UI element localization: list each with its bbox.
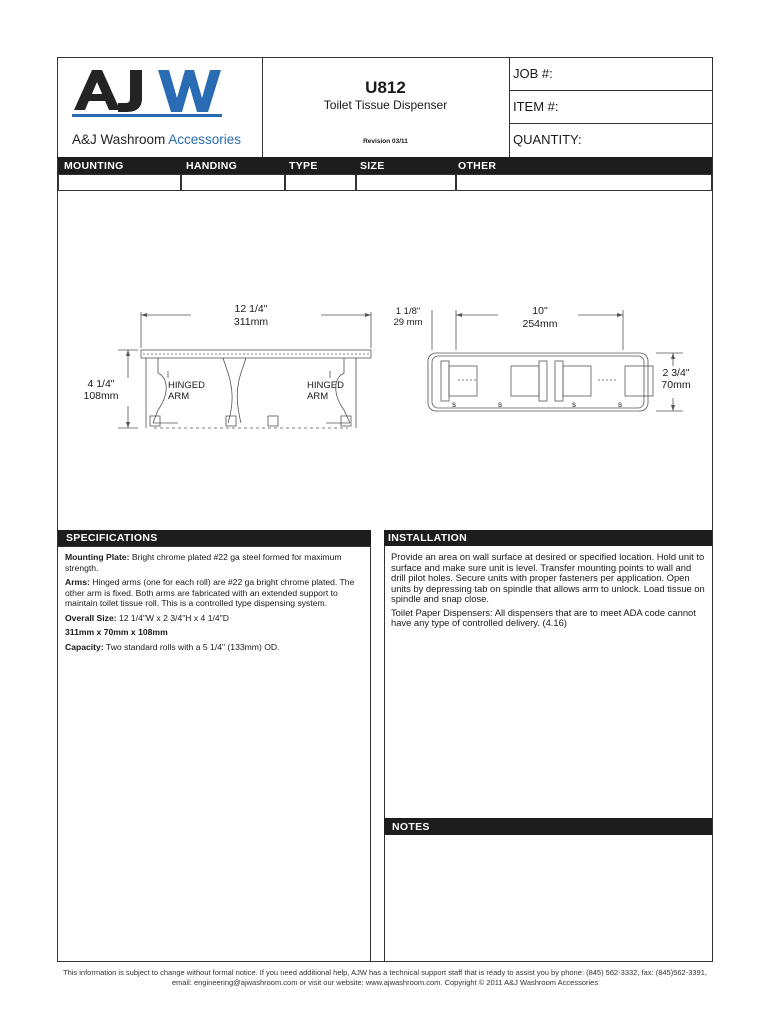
footer-line-1: This information is subject to change without formal notice. If you need additional help, AJW has a technical support staff that is ready to assist you by phone: (845) 562-3332, fax: (845)562-3391,	[63, 968, 707, 977]
front-width-dim-mm: 311mm	[233, 316, 269, 328]
screw-label-4: s	[618, 400, 622, 409]
size-cell[interactable]	[356, 174, 456, 191]
specifications-title: SPECIFICATIONS	[66, 532, 158, 544]
spec-size-metric	[65, 627, 365, 638]
spec-sheet	[57, 57, 713, 962]
installation-para-1: Provide an area on wall surface at desired or specified location. Hold unit to surface and make sure unit is level. Transfer mounting points to wall and drill pilot holes. Secure units with proper fasteners per application. Open units by depressing tab on spindle that allows arm to unlock. Load tissue on spindle and snap close.	[391, 551, 705, 604]
screw-label-1: s	[452, 400, 456, 409]
screw-label-2: s	[498, 400, 502, 409]
notes-header	[384, 818, 712, 835]
spec-mounting	[65, 552, 365, 573]
spec-arms-label: Arms:	[65, 577, 90, 587]
options-header	[58, 157, 712, 174]
quantity-field[interactable]: QUANTITY:	[513, 132, 582, 147]
hinged-arm-right-2: ARM	[307, 391, 329, 402]
hinged-arm-left-1: HINGED	[168, 380, 205, 391]
item-number-field[interactable]: ITEM #:	[509, 91, 713, 124]
spec-mounting-text: Bright chrome plated #22 ga steel formed for maximum strength.	[65, 552, 342, 573]
height-dim-in: 4 1/4"	[87, 378, 115, 390]
spec-size-label: Overall Size:	[65, 612, 117, 623]
footer-line-2: email: engineering@ajwashroom.com or visit our website: www.ajwashroom.com. Copyright © 2011 A&J Washroom Accessories	[171, 978, 599, 987]
header-other: OTHER	[458, 160, 497, 172]
spacing-dim-mm: 254mm	[522, 318, 558, 330]
title-panel	[262, 58, 510, 157]
installation-body	[391, 552, 707, 632]
type-cell[interactable]	[285, 174, 356, 191]
offset-dim-in: 1 1/8"	[395, 306, 421, 317]
notes-title: NOTES	[392, 821, 430, 833]
spec-arms	[65, 577, 365, 609]
hinged-arm-left-2: ARM	[168, 391, 190, 402]
spec-arms-text: Hinged arms (one for each roll) are #22 ga bright chrome plated. The other arm is fixed. Both arms are fabricated with an extended support to maintain toilet tissue roll. This is a controlled type dispensing system.	[65, 577, 355, 608]
offset-dim-mm: 29 mm	[393, 317, 423, 328]
spacing-dim-in: 10"	[532, 305, 548, 317]
installation-title: INSTALLATION	[388, 532, 468, 544]
company-name	[72, 132, 241, 147]
spec-capacity-text: Two standard rolls with a 5 1/4" (133mm) OD.	[103, 641, 280, 652]
product-name: Toilet Tissue Dispenser	[323, 98, 448, 112]
mounting-cell[interactable]	[58, 174, 181, 191]
logo-panel	[58, 58, 263, 157]
front-width-dim-in: 12 1/4"	[234, 303, 268, 315]
spec-size-text: 12 1/4"W x 2 3/4"H x 4 1/4"D	[116, 612, 229, 623]
specifications-header	[58, 530, 371, 546]
other-cell[interactable]	[456, 174, 712, 191]
header-size: SIZE	[360, 160, 385, 172]
depth-dim-in: 2 3/4"	[662, 367, 690, 379]
job-number-field[interactable]: JOB #:	[509, 58, 713, 91]
revision: Revision 03/11	[363, 138, 408, 145]
footer	[0, 968, 770, 988]
depth-dim-mm: 70mm	[661, 379, 691, 391]
header-mounting: MOUNTING	[64, 160, 124, 172]
company-name-main: A&J Washroom	[72, 132, 169, 147]
specifications-body	[65, 552, 365, 656]
job-fields	[509, 58, 713, 157]
installation-header	[384, 530, 712, 546]
header-type: TYPE	[289, 160, 318, 172]
spec-capacity	[65, 642, 365, 653]
spec-capacity-label: Capacity:	[65, 641, 104, 652]
spec-size	[65, 613, 365, 624]
header-handing: HANDING	[186, 160, 238, 172]
screw-label-3: s	[572, 400, 576, 409]
installation-para-2: Toilet Paper Dispensers: All dispensers that are to meet ADA code cannot have any type of controlled delivery. (4.16)	[391, 606, 696, 628]
spec-mounting-label: Mounting Plate:	[65, 552, 130, 562]
technical-drawing	[58, 298, 712, 438]
notes-area[interactable]	[384, 835, 713, 962]
handing-cell[interactable]	[181, 174, 285, 191]
height-dim-mm: 108mm	[83, 390, 119, 402]
spec-size-metric-text: 311mm x 70mm x 108mm	[65, 627, 168, 637]
model-number: U812	[365, 78, 406, 97]
hinged-arm-right-1: HINGED	[307, 380, 344, 391]
company-name-accent: Accessories	[168, 132, 242, 147]
ajw-logo	[72, 66, 252, 126]
